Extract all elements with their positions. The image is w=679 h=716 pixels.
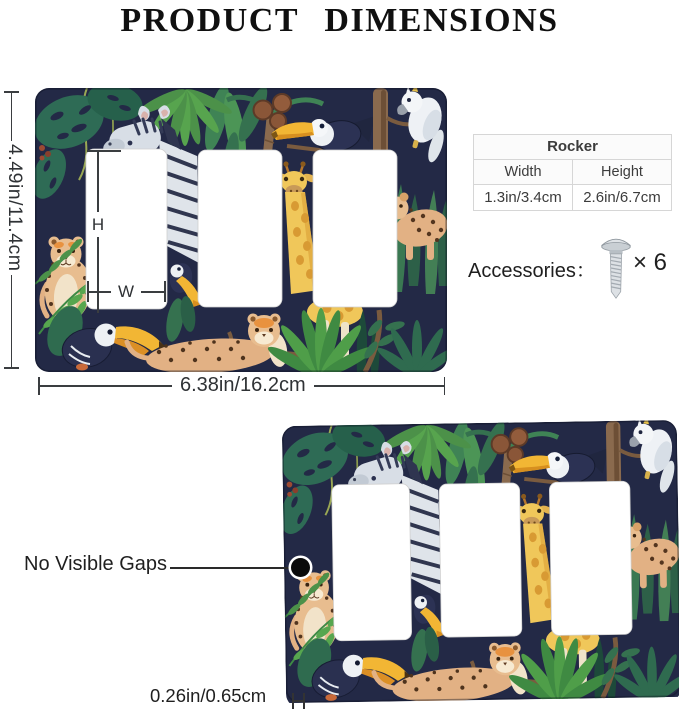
width-dim-left-cap — [38, 377, 40, 395]
spec-table-value-row — [474, 185, 671, 210]
accessories-quantity: × 6 — [633, 249, 668, 276]
opening-height-label: H — [88, 212, 108, 237]
thickness-dimension: 0.26in/0.65cm — [150, 685, 267, 706]
spec-column-width: Width — [504, 164, 542, 180]
opening-height-top-cap — [87, 150, 121, 152]
opening-width-left-cap — [87, 281, 89, 302]
screw-icon — [599, 233, 633, 303]
plate-width-dimension: 6.38in/16.2cm — [172, 372, 314, 398]
width-dim-right-cap — [444, 377, 446, 395]
thickness-line — [292, 700, 305, 702]
height-dim-bottom-cap — [4, 367, 19, 369]
rocker-spec-table — [473, 134, 672, 211]
spec-value-height: 2.6in/6.7cm — [572, 185, 671, 210]
opening-width-right-cap — [164, 281, 166, 302]
accessories-label: Accessories： — [468, 260, 596, 282]
page-title: PRODUCT DIMENSIONS — [120, 2, 559, 39]
gap-point-marker — [291, 558, 310, 577]
spec-table-column-row — [474, 160, 671, 185]
opening-width-label: W — [111, 280, 141, 303]
jungle-pattern-angled — [282, 420, 679, 703]
gap-leader-line — [170, 567, 292, 569]
spec-value-width: 1.3in/3.4cm — [484, 189, 562, 206]
no-visible-gaps-label: No Visible Gaps — [24, 553, 168, 575]
plate-angled-view — [282, 420, 679, 708]
spec-column-height: Height — [572, 160, 671, 184]
spec-table-title: Rocker — [474, 135, 671, 160]
plate-height-dimension: 4.49in/11.4cm — [2, 141, 27, 275]
